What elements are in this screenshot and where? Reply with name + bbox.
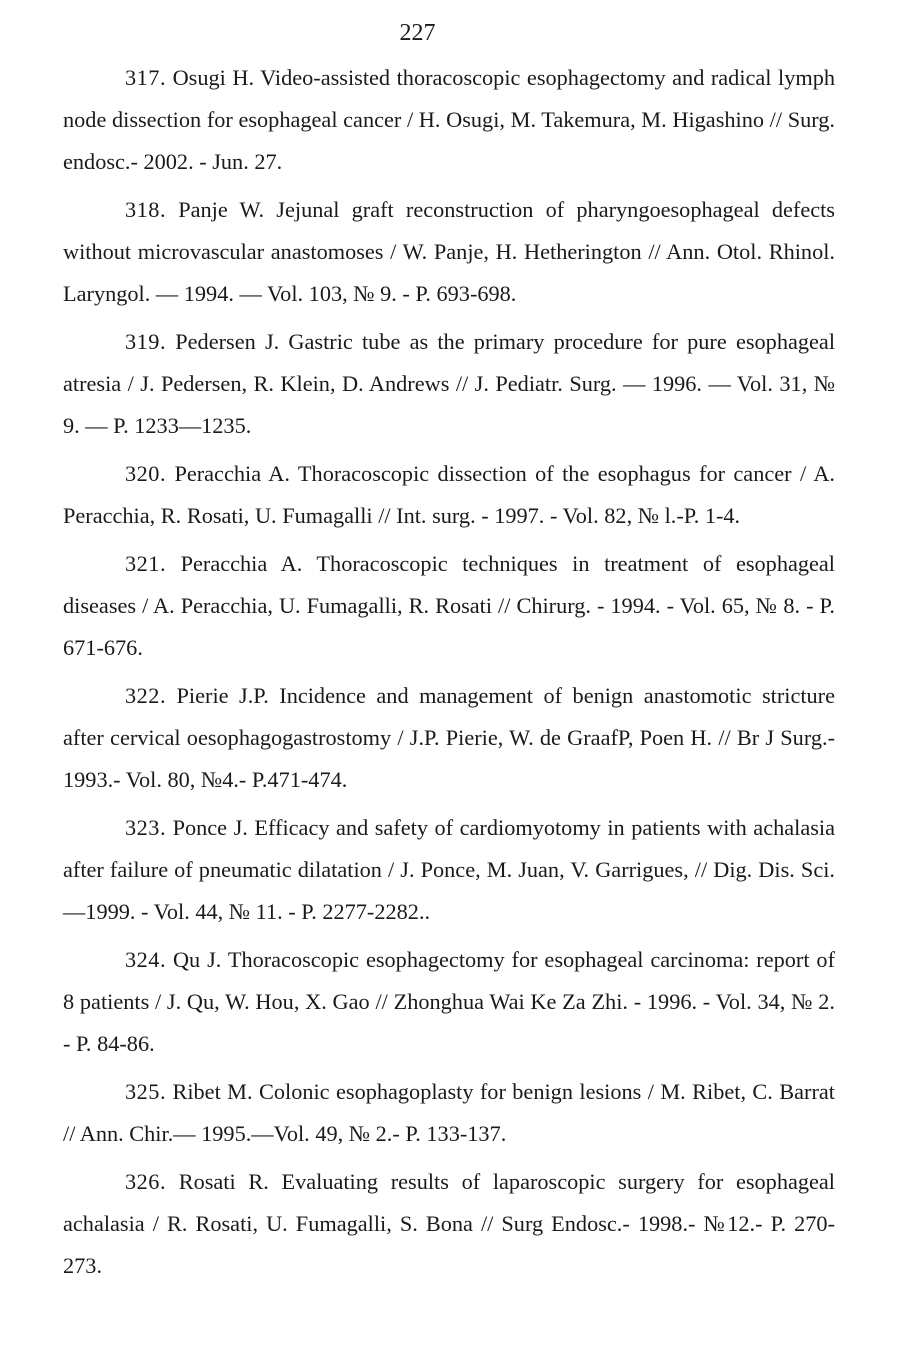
reference-text: Rosati R. Evaluating results of laparoscopic surgery for esophageal achalasia / R. Rosati, U. Fumagalli, S. Bona // Surg Endosc.- 1998.- №12.- P. 270-273. — [63, 1169, 835, 1278]
reference-text: Peracchia A. Thoracoscopic techniques in treatment of esophageal diseases / A. Peracchia, U. Fumagalli, R. Rosati // Chirurg. - 1994. - Vol. 65, № 8. - P. 671-676. — [63, 551, 836, 660]
reference-list — [63, 57, 835, 1293]
reference-text: Qu J. Thoracoscopic esophagectomy for esophageal carcinoma: report of 8 patients / J. Qu, W. Hou, X. Gao // Zhonghua Wai Ke Za Zhi. - 1996. - Vol. 34, № 2. - P. 84-86. — [63, 947, 836, 1056]
reference-item — [63, 939, 835, 1065]
reference-item — [63, 1071, 835, 1155]
reference-number: 325. — [125, 1079, 167, 1104]
reference-text: Pierie J.P. Incidence and management of benign anastomotic stricture after cervical oesophagogastrostomy / J.P. Pierie, W. de GraafP, Poen H. // Br J Surg.- 1993.- Vol. 80, №4.- P.471-474. — [63, 683, 835, 792]
reference-item — [63, 189, 835, 315]
reference-text: Pedersen J. Gastric tube as the primary procedure for pure esophageal atresia / J. Pedersen, R. Klein, D. Andrews // J. Pediatr. Surg. — 1996. — Vol. 31, № 9. — P. 1233—1235. — [63, 329, 836, 438]
reference-text: Ribet M. Colonic esophagoplasty for benign lesions / M. Ribet, C. Barrat // Ann. Chir.— 1995.—Vol. 49, № 2.- P. 133-137. — [63, 1079, 835, 1146]
reference-number: 317. — [125, 65, 167, 90]
reference-number: 321. — [125, 551, 167, 576]
reference-item — [63, 57, 835, 183]
reference-number: 319. — [125, 329, 167, 354]
reference-number: 324. — [125, 947, 167, 972]
reference-item — [63, 321, 835, 447]
reference-text: Panje W. Jejunal graft reconstruction of pharyngoesophageal defects without microvascular anastomoses / W. Panje, H. Hetherington // Ann. Otol. Rhinol. Laryngol. — 1994. — Vol. 103, № 9. - P. 693-698. — [63, 197, 835, 306]
reference-item — [63, 453, 835, 537]
reference-number: 322. — [125, 683, 167, 708]
reference-item — [63, 543, 835, 669]
reference-text: Peracchia A. Thoracoscopic dissection of the esophagus for cancer / A. Peracchia, R. Rosati, U. Fumagalli // Int. surg. - 1997. - Vol. 82, № l.-P. 1-4. — [63, 461, 836, 528]
reference-number: 320. — [125, 461, 167, 486]
page-number: 227 — [399, 20, 436, 46]
reference-item — [63, 807, 835, 933]
reference-text: Ponce J. Efficacy and safety of cardiomyotomy in patients with achalasia after failure of pneumatic dilatation / J. Ponce, M. Juan, V. Garrigues, // Dig. Dis. Sci. —1999. - Vol. 44, № 11. - P. 2277-2282.. — [63, 815, 835, 924]
reference-text: Osugi H. Video-assisted thoracoscopic esophagectomy and radical lymph node dissection for esophageal cancer / H. Osugi, M. Takemura, M. Higashino // Surg. endosc.- 2002. - Jun. 27. — [63, 65, 836, 174]
reference-item — [63, 675, 835, 801]
reference-number: 323. — [125, 815, 167, 840]
reference-item — [63, 1161, 835, 1287]
reference-number: 326. — [125, 1169, 167, 1194]
reference-number: 318. — [125, 197, 167, 222]
